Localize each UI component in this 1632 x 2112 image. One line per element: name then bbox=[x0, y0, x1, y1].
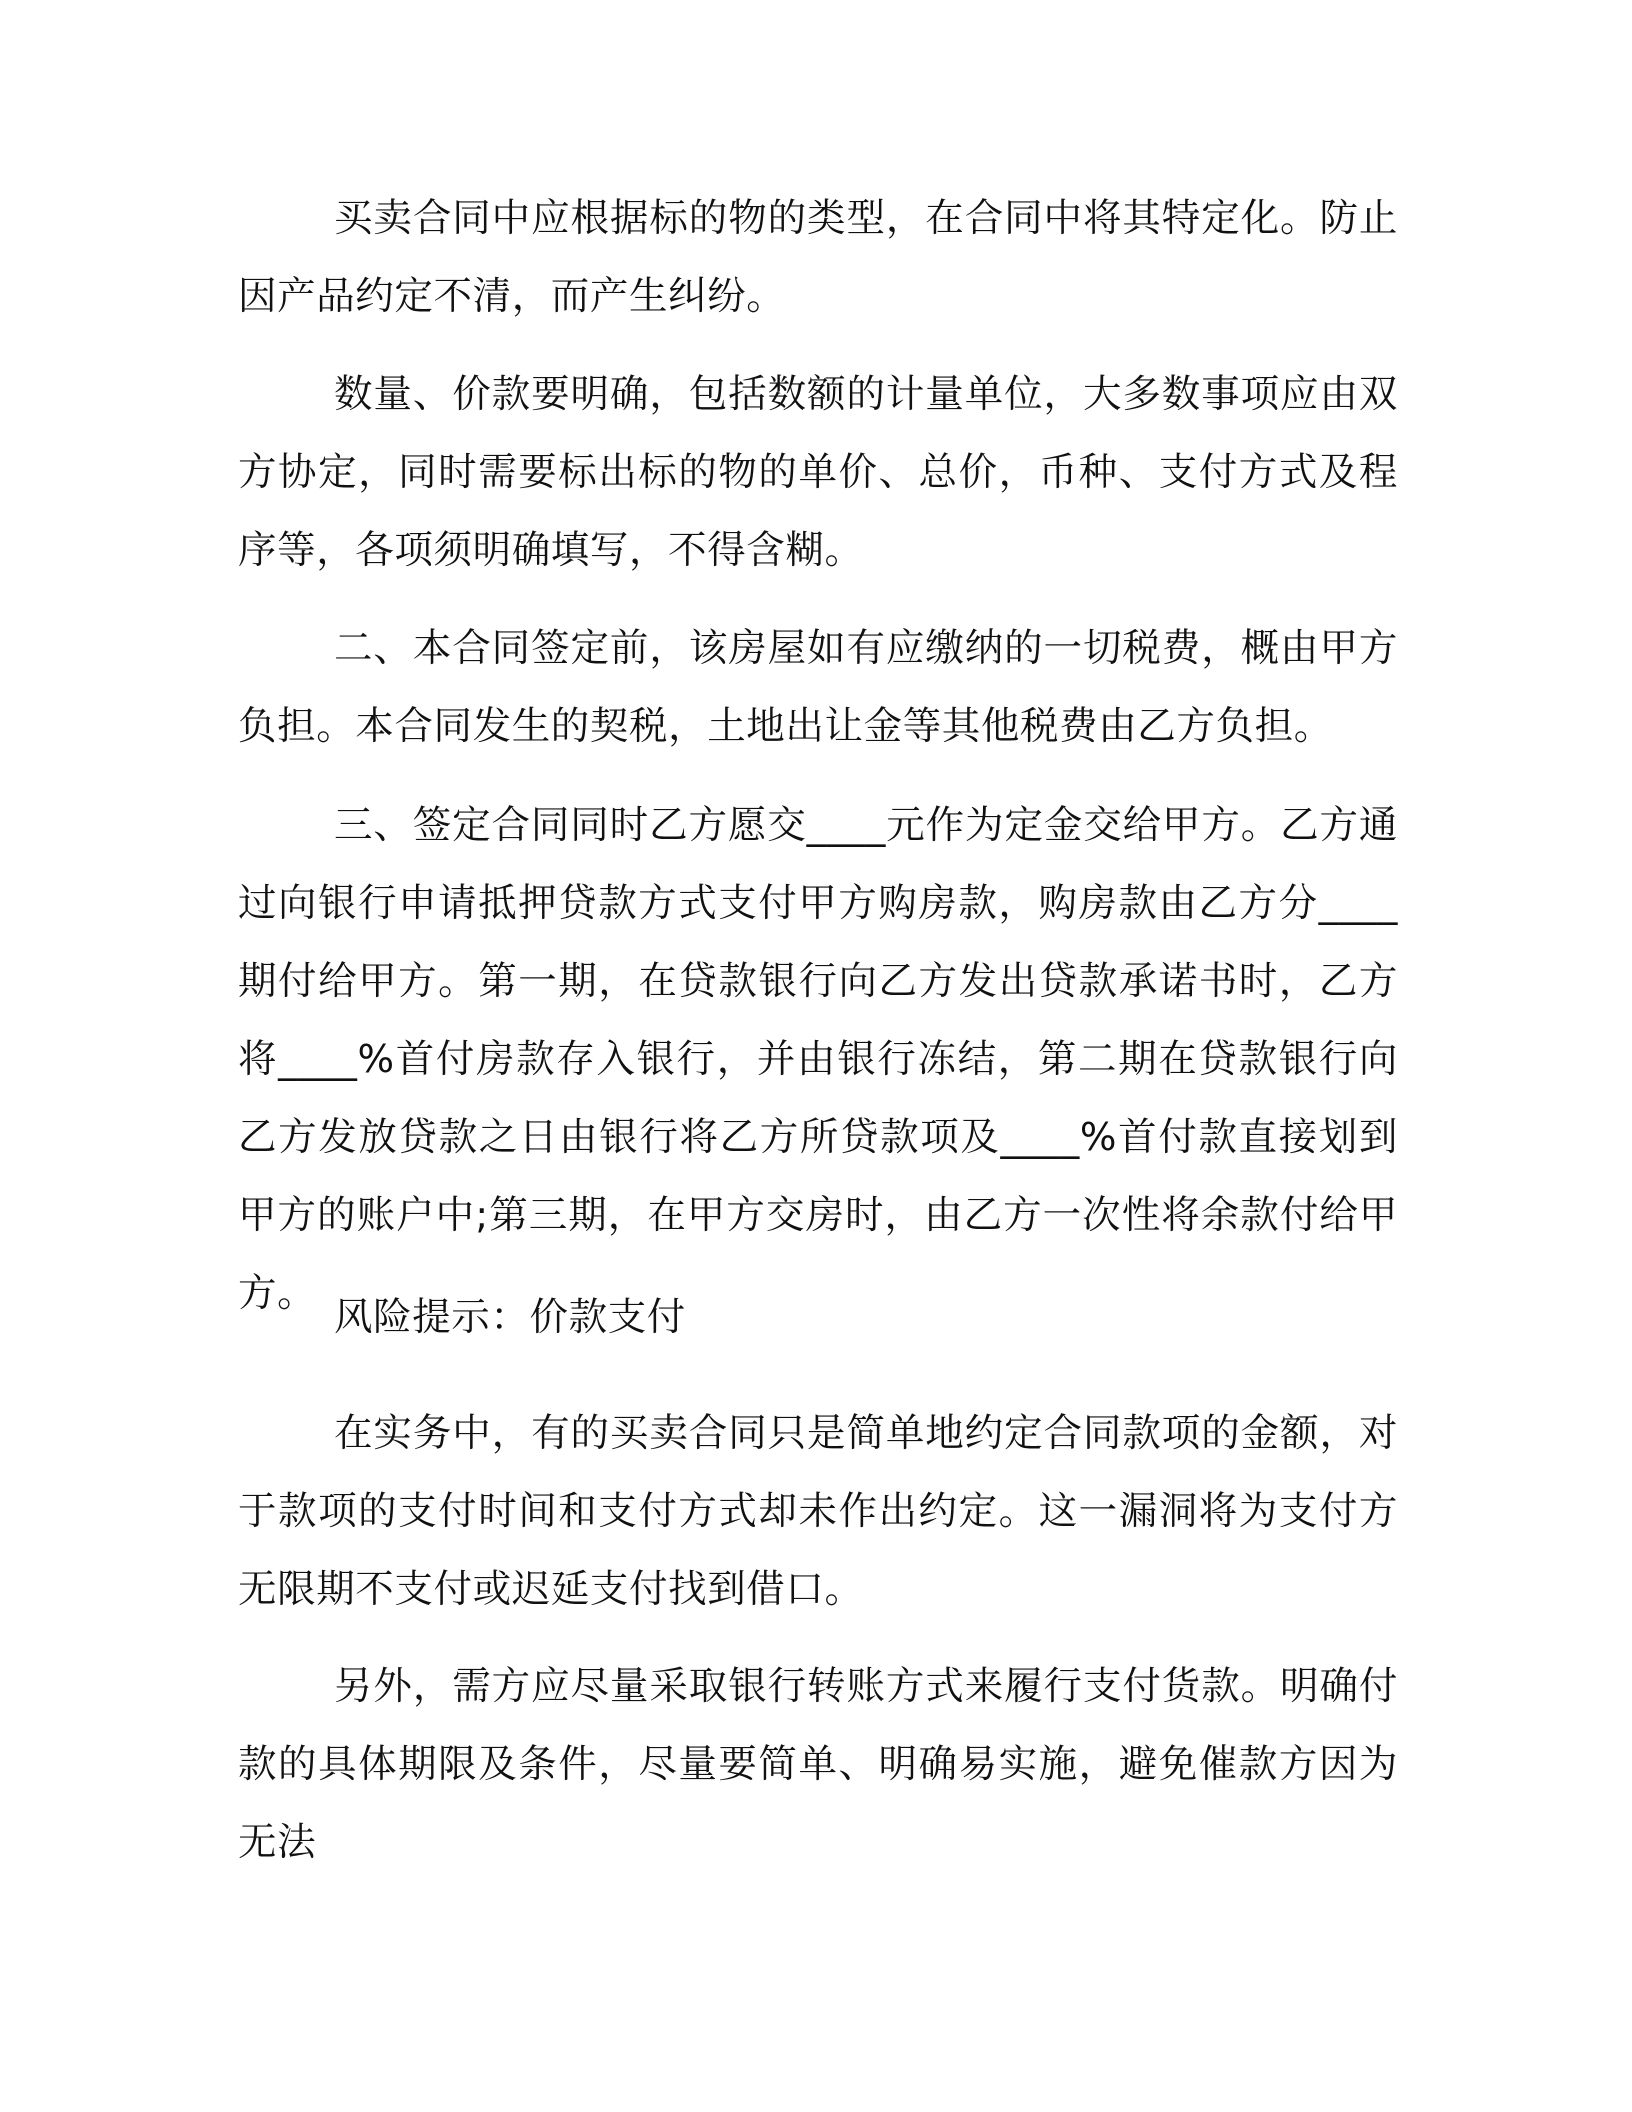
paragraph-2: 数量、价款要明确，包括数额的计量单位，大多数事项应由双方协定，同时需要标出标的物的单价、总价，币种、支付方式及程序等，各项须明确填写，不得含糊。 bbox=[238, 372, 1398, 573]
paragraph-4: 三、签定合同同时乙方愿交____元作为定金交给甲方。乙方通过向银行申请抵押贷款方式支付甲方购房款，购房款由乙方分____期付给甲方。第一期，在贷款银行向乙方发出贷款承诺书时，乙方将____%首付房款存入银行，并由银行冻结，第二期在贷款银行向乙方发放贷款之日由银行将乙方所贷款项及____%首付款直接划到甲方的账户中;第三期，在甲方交房时，由乙方一次性将余款付给甲方。 bbox=[238, 803, 1398, 1316]
paragraph-6: 在实务中，有的买卖合同只是简单地约定合同款项的金额，对于款项的支付时间和支付方式却未作出约定。这一漏洞将为支付方无限期不支付或迟延支付找到借口。 bbox=[238, 1411, 1398, 1612]
paragraph-1: 买卖合同中应根据标的物的类型，在合同中将其特定化。防止因产品约定不清，而产生纠纷。 bbox=[238, 196, 1398, 319]
paragraph-5-heading: 风险提示：价款支付 bbox=[334, 1295, 686, 1340]
paragraph-7: 另外，需方应尽量采取银行转账方式来履行支付货款。明确付款的具体期限及条件，尽量要简单、明确易实施，避免催款方因为无法 bbox=[238, 1664, 1398, 1865]
paragraph-3: 二、本合同签定前，该房屋如有应缴纳的一切税费，概由甲方负担。本合同发生的契税，土地出让金等其他税费由乙方负担。 bbox=[238, 626, 1398, 749]
